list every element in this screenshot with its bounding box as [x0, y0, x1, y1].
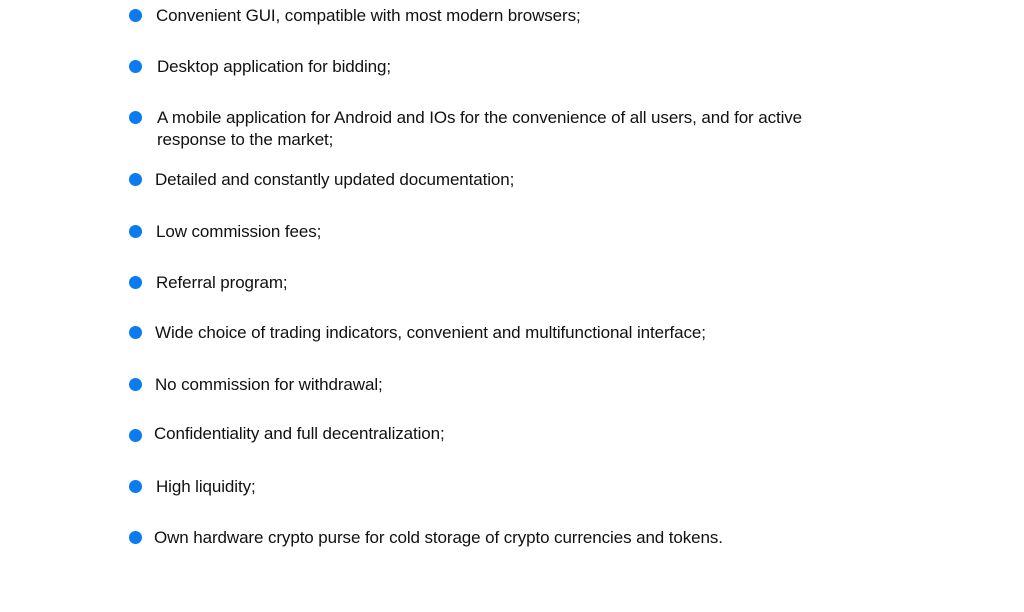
- list-item-label: A mobile application for Android and IOs for the convenience of all users, and for active response to the market;: [157, 108, 803, 149]
- bullet-dot-icon: [129, 225, 142, 238]
- list-item-label: Low commission fees;: [156, 222, 322, 241]
- list-item-label: Wide choice of trading indicators, convenient and multifunctional interface;: [155, 323, 706, 342]
- list-item-label: Confidentiality and full decentralization;: [154, 424, 445, 443]
- list-item-label: Referral program;: [156, 273, 288, 292]
- bullet-dot-icon: [129, 326, 142, 339]
- bullet-dot-icon: [129, 60, 142, 73]
- list-item-label: High liquidity;: [156, 477, 256, 496]
- list-item-label: Detailed and constantly updated documentation;: [155, 170, 515, 189]
- bullet-dot-icon: [129, 429, 142, 442]
- bullet-dot-icon: [129, 173, 142, 186]
- bullet-dot-icon: [129, 531, 142, 544]
- bullet-dot-icon: [129, 111, 142, 124]
- bullet-dot-icon: [129, 378, 142, 391]
- bullet-dot-icon: [129, 9, 142, 22]
- bullet-dot-icon: [129, 276, 142, 289]
- bullet-dot-icon: [129, 480, 142, 493]
- list-item-label: Own hardware crypto purse for cold storage of crypto currencies and tokens.: [154, 528, 723, 547]
- list-item-label: No commission for withdrawal;: [155, 375, 383, 394]
- list-item-label: Desktop application for bidding;: [157, 57, 392, 76]
- list-item-label: Convenient GUI, compatible with most modern browsers;: [156, 6, 581, 25]
